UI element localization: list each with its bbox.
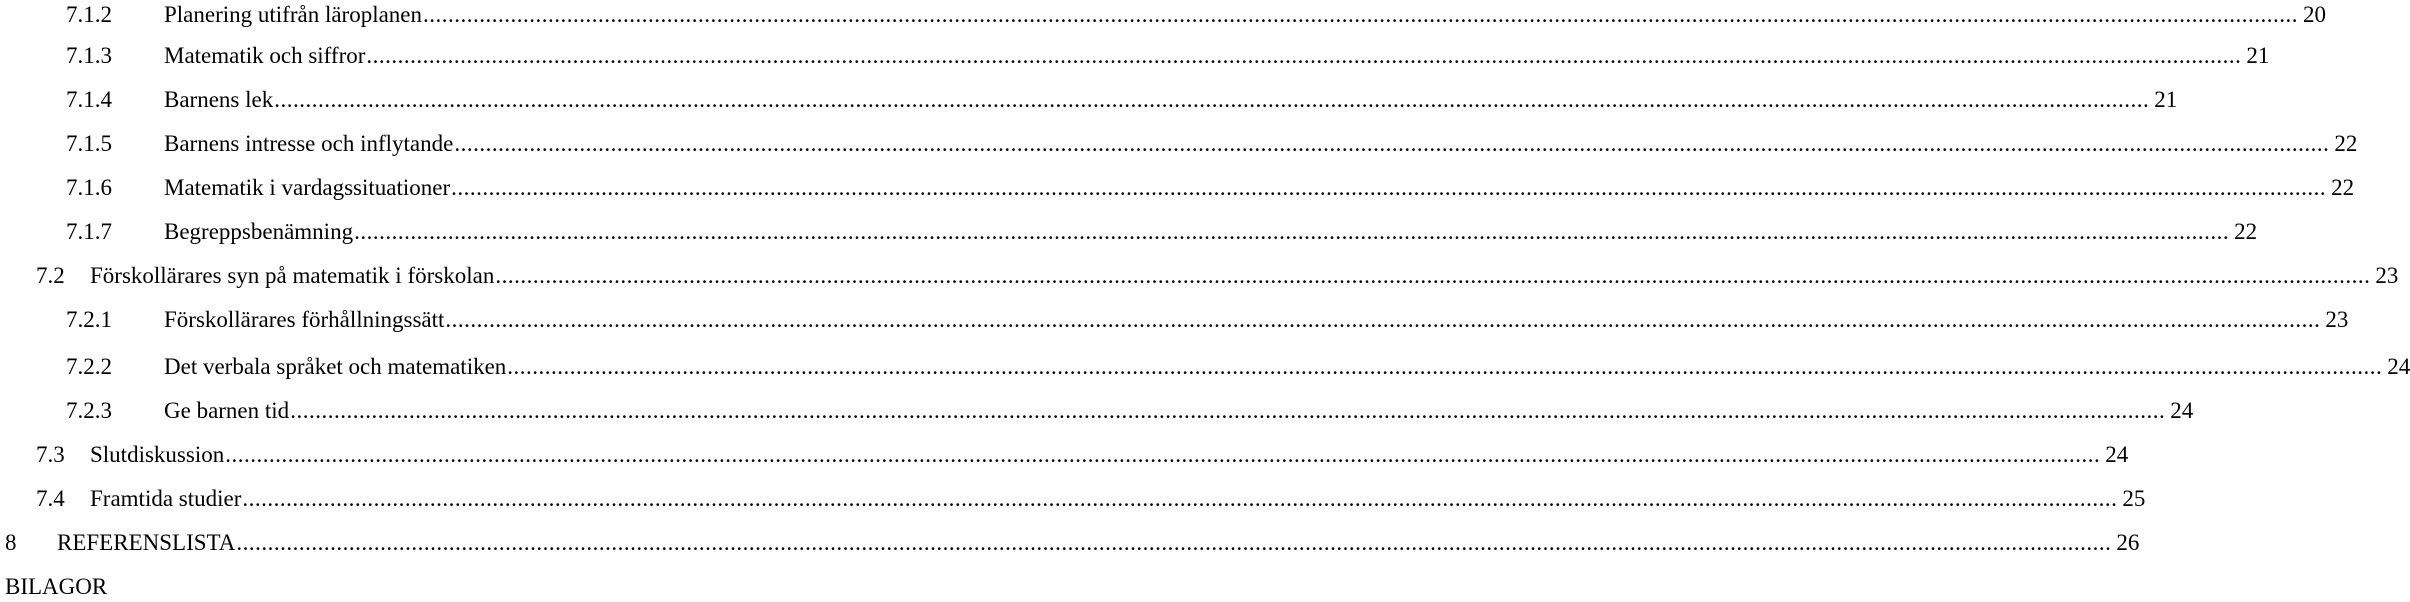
toc-entry-title: Det verbala språket och matematiken — [164, 354, 507, 379]
toc-entry-number: 7.1.5 — [66, 131, 112, 156]
toc-entry-page: 21 — [2154, 87, 2178, 112]
dot-leader: ............................................................................................................................................................................................................................................................................................................ — [423, 2, 2299, 27]
toc-entry-number: 7.1.7 — [66, 219, 112, 244]
dot-leader: ............................................................................................................................................................................................................................................................................................................ — [451, 175, 2327, 200]
toc-entry-number: 7.1.4 — [66, 87, 112, 112]
dot-leader: ............................................................................................................................................................................................................................................................................................................ — [354, 219, 2230, 244]
toc-entry-7-2-3[interactable] — [0, 396, 2194, 426]
toc-entry-title: Framtida studier — [90, 486, 242, 511]
toc-entry-7-1-3[interactable] — [0, 41, 2270, 71]
toc-entry-number: 7.2.1 — [66, 307, 112, 332]
toc-entry-title: REFERENSLISTA — [57, 530, 236, 555]
toc-entry-number: 7.1.2 — [66, 2, 112, 27]
toc-entry-number: 7.2 — [36, 263, 65, 288]
toc-entry-title: Slutdiskussion — [90, 442, 225, 467]
dot-leader: ............................................................................................................................................................................................................................................................................................................ — [495, 263, 2371, 288]
dot-leader: ............................................................................................................................................................................................................................................................................................................ — [366, 43, 2242, 68]
dot-leader: ............................................................................................................................................................................................................................................................................................................ — [225, 442, 2101, 467]
dot-leader: ............................................................................................................................................................................................................................................................................................................ — [274, 87, 2150, 112]
toc-entry-7-1-6[interactable] — [0, 173, 2355, 203]
toc-entry-7-4[interactable] — [0, 484, 2146, 514]
toc-entry-7-2[interactable] — [0, 261, 2399, 291]
toc-entry-number: 7.2.3 — [66, 398, 112, 423]
toc-entry-number: 7.1.3 — [66, 43, 112, 68]
toc-entry-page: 22 — [2331, 175, 2355, 200]
toc-appendix-row — [0, 572, 959, 602]
toc-entry-page: 24 — [2170, 398, 2194, 423]
toc-entry-7-2-2[interactable] — [0, 352, 2410, 382]
dot-leader: ............................................................................................................................................................................................................................................................................................................ — [236, 530, 2112, 555]
dot-leader: ............................................................................................................................................................................................................................................................................................................ — [507, 354, 2383, 379]
toc-entry-7-1-2[interactable] — [0, 0, 2327, 30]
toc-entry-number: 8 — [5, 530, 17, 555]
dot-leader: ............................................................................................................................................................................................................................................................................................................ — [454, 131, 2330, 156]
dot-leader: ............................................................................................................................................................................................................................................................................................................ — [290, 398, 2166, 423]
toc-entry-title: Ge barnen tid — [164, 398, 290, 423]
toc-entry-page: 22 — [2234, 219, 2258, 244]
toc-entry-page: 24 — [2387, 354, 2410, 379]
toc-entry-title: Förskollärares syn på matematik i förskolan — [90, 263, 495, 288]
toc-entry-page: 20 — [2303, 2, 2327, 27]
toc-entry-number: 7.4 — [36, 486, 65, 511]
toc-entry-7-2-1[interactable] — [0, 305, 2349, 335]
toc-entry-title: Förskollärares förhållningssätt — [164, 307, 445, 332]
toc-entry-title: Matematik i vardagssituationer — [164, 175, 451, 200]
toc-entry-number: 7.2.2 — [66, 354, 112, 379]
toc-entry-page: 24 — [2105, 442, 2129, 467]
toc-entry-title: Barnens lek — [164, 87, 274, 112]
toc-entry-page: 23 — [2325, 307, 2349, 332]
toc-entry-7-1-5[interactable] — [0, 129, 2358, 159]
toc-entry-7-1-7[interactable] — [0, 217, 2258, 247]
toc-entry-title: Begreppsbenämning — [164, 219, 354, 244]
toc-entry-page: 21 — [2246, 43, 2270, 68]
toc-entry-title: Matematik och siffror — [164, 43, 366, 68]
toc-entry-page: 23 — [2375, 263, 2399, 288]
toc-entry-page: 26 — [2116, 530, 2140, 555]
toc-entry-page: 22 — [2334, 131, 2358, 156]
dot-leader: ............................................................................................................................................................................................................................................................................................................ — [242, 486, 2118, 511]
toc-entry-8[interactable] — [0, 528, 2140, 558]
toc-entry-7-1-4[interactable] — [0, 85, 2178, 115]
toc-entry-title: Barnens intresse och inflytande — [164, 131, 454, 156]
toc-entry-title: Planering utifrån läroplanen — [164, 2, 423, 27]
toc-entry-page: 25 — [2122, 486, 2146, 511]
toc-entry-7-3[interactable] — [0, 440, 2129, 470]
toc-entry-number: 7.3 — [36, 442, 65, 467]
toc-entry-number: 7.1.6 — [66, 175, 112, 200]
dot-leader: ............................................................................................................................................................................................................................................................................................................ — [445, 307, 2321, 332]
appendix-heading: BILAGOR — [5, 574, 108, 599]
